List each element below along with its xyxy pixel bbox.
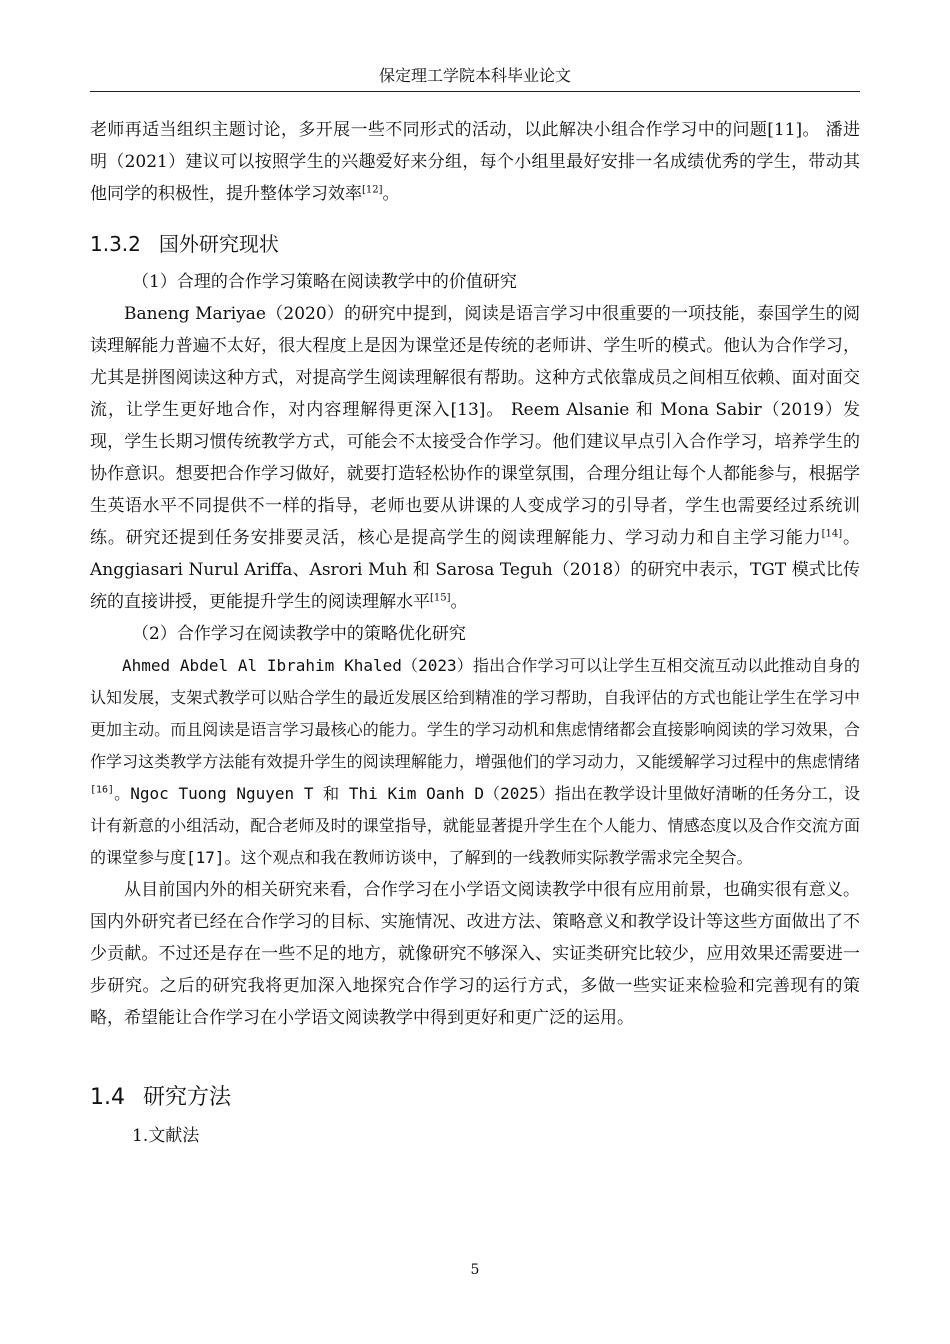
- page-body: [90, 114, 860, 1152]
- paragraph-foreign-value: [90, 298, 860, 618]
- paragraph-text: 。: [450, 592, 468, 612]
- subheading-1: （1）合理的合作学习策略在阅读教学中的价值研究: [132, 272, 517, 292]
- section-title: 研究方法: [143, 1085, 232, 1110]
- citation: [15]: [430, 592, 451, 604]
- paragraph-foreign-strategy: [90, 650, 860, 874]
- header-rule: [90, 91, 860, 92]
- paragraph-text: 老师再适当组织主题讨论，多开展一些不同形式的活动，以此解决小组合作学习中的问题[11]。 潘进明（2021）建议可以按照学生的兴趣爱好来分组，每个小组里最好安排一名成绩优秀的学生，带动其他同学的积极性，提升整体学习效率: [90, 120, 860, 204]
- paragraph-text: 。Ngoc Tuong Nguyen T 和 Thi Kim Oanh D（2025）指出在教学设计里做好清晰的任务分工，设计有新意的小组活动，配合老师及时的课堂指导，就能显著提升学生在个人能力、情感态度以及合作交流方面的课堂参与度[17]。这个观点和我在教师访谈中，了解到的一线教师实际教学需求完全契合。: [90, 784, 860, 867]
- page-number: 5: [470, 1262, 480, 1278]
- running-header: 保定理工学院本科毕业论文: [378, 66, 571, 85]
- subheading-3: 1.文献法: [132, 1126, 200, 1146]
- paragraph-text: 。 Anggiasari Nurul Ariffa、Asrori Muh 和 Sarosa Teguh（2018）的研究中表示，TGT 模式比传统的直接讲授，更能提升学生的阅读理解水平: [90, 528, 861, 612]
- subheading-2: （2）合作学习在阅读教学中的策略优化研究: [132, 624, 466, 644]
- section-number: 1.4: [90, 1085, 125, 1110]
- section-heading-1-4: [90, 1082, 860, 1114]
- paragraph-domestic-continued: [90, 114, 860, 210]
- paragraph-text: 。: [382, 184, 400, 204]
- citation: [12]: [362, 184, 383, 196]
- paragraph-summary: 从目前国内外的相关研究来看，合作学习在小学语文阅读教学中很有应用前景，也确实很有意义。国内外研究者已经在合作学习的目标、实施情况、改进方法、策略意义和教学设计等这些方面做出了不少贡献。不过还是存在一些不足的地方，就像研究不够深入、实证类研究比较少，应用效果还需要进一步研究。之后的研究我将更加深入地探究合作学习的运行方式，多做一些实证来检验和完善现有的策略，希望能让合作学习在小学语文阅读教学中得到更好和更广泛的运用。: [90, 880, 860, 1028]
- citation: [16]: [90, 784, 115, 796]
- paragraph-text: Ahmed Abdel Al Ibrahim Khaled（2023）指出合作学习可以让学生互相交流互动以此推动自身的认知发展，支架式教学可以贴合学生的最近发展区给到精准的学习帮助，自我评估的方式也能让学生在学习中更加主动。而且阅读是语言学习最核心的能力。学生的学习动机和焦虑情绪都会直接影响阅读的学习效果，合作学习这类教学方法能有效提升学生的阅读理解能力，增强他们的学习动力，又能缓解学习过程中的焦虑情绪: [90, 656, 860, 771]
- section-number: 1.3.2: [90, 232, 141, 256]
- paragraph-text: Baneng Mariyae（2020）的研究中提到，阅读是语言学习中很重要的一项技能，泰国学生的阅读理解能力普遍不太好，很大程度上是因为课堂还是传统的老师讲、学生听的模式。他认为合作学习，尤其是拼图阅读这种方式，对提高学生阅读理解很有帮助。这种方式依靠成员之间相互依赖、面对面交流，让学生更好地合作，对内容理解得更深入[13]。 Reem Alsanie 和 Mona Sabir（2019）发现，学生长期习惯传统教学方式，可能会不太接受合作学习。他们建议早点引入合作学习，培养学生的协作意识。想要把合作学习做好，就要打造轻松协作的课堂氛围，合理分组让每个人都能参与，根据学生英语水平不同提供不一样的指导，老师也要从讲课的人变成学习的引导者，学生也需要经过系统训练。研究还提到任务安排要灵活，核心是提高学生的阅读理解能力、学习动力和自主学习能力: [90, 304, 860, 548]
- section-title: 国外研究现状: [158, 232, 279, 256]
- section-heading-1-3-2: [90, 228, 860, 260]
- citation: [14]: [821, 528, 843, 540]
